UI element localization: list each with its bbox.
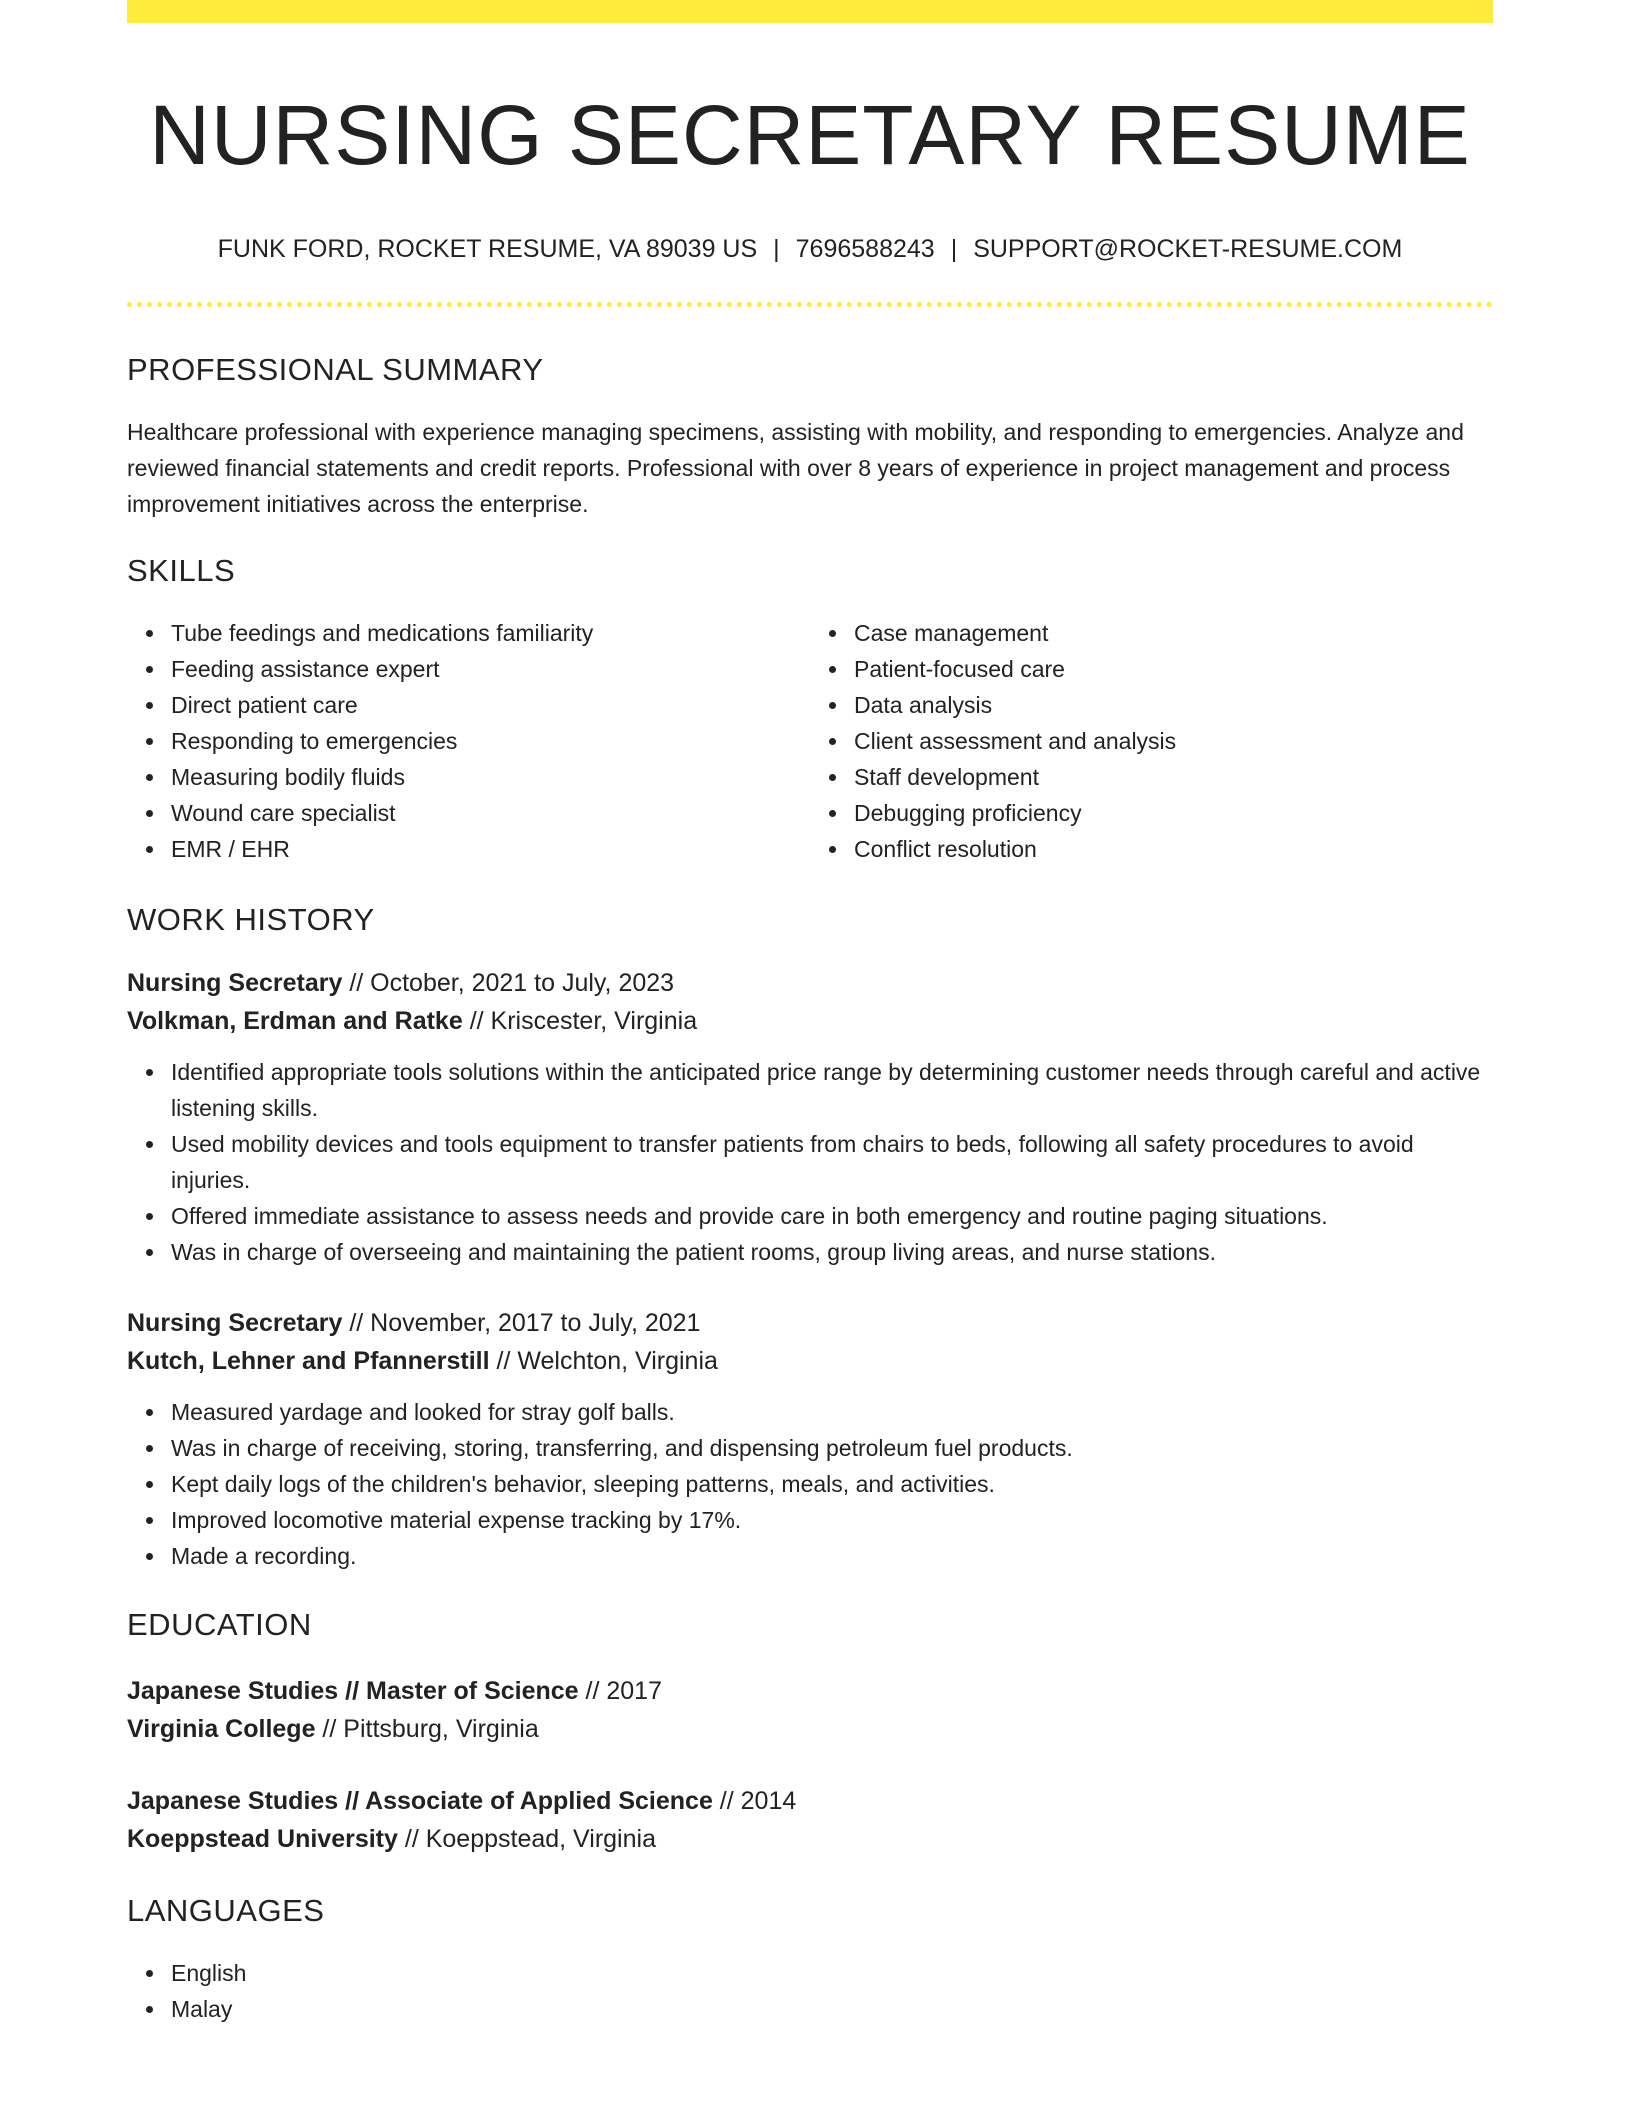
job-bullet: Was in charge of overseeing and maintaining the patient rooms, group living areas, and nurse stations. (171, 1234, 1493, 1270)
job-entry (127, 1304, 1493, 1574)
job-location: // Welchton, Virginia (489, 1347, 718, 1376)
education-entry (127, 1672, 1493, 1748)
skills-heading: SKILLS (127, 552, 236, 588)
language-item: English (171, 1955, 1493, 1991)
job-bullet: Kept daily logs of the children's behavior, sleeping patterns, meals, and activities. (171, 1466, 1493, 1502)
job-title: Nursing Secretary (127, 1309, 343, 1338)
degree-line (127, 1672, 1493, 1710)
job-bullet: Used mobility devices and tools equipment to transfer patients from chairs to beds, following all safety procedures to avoid injuries. (171, 1126, 1493, 1198)
education-entry (127, 1782, 1493, 1858)
skills-list-left (127, 615, 810, 867)
job-company-line (127, 1002, 1493, 1040)
job-entry (127, 964, 1493, 1270)
school-location: // Pittsburg, Virginia (315, 1714, 539, 1743)
skills-list-right (810, 615, 1493, 867)
degree-year: // 2017 (578, 1676, 662, 1705)
resume-title: NURSING SECRETARY RESUME (149, 88, 1471, 182)
skills-columns (127, 615, 1493, 867)
skill-item: Staff development (854, 759, 1493, 795)
languages-section (127, 1892, 1493, 2027)
contact-separator: | (950, 234, 958, 263)
job-title-line (127, 964, 1493, 1002)
contact-separator: | (773, 234, 780, 263)
skill-item: Direct patient care (171, 687, 810, 723)
dotted-divider (127, 302, 1493, 307)
skills-section (127, 552, 1493, 867)
job-title-line (127, 1304, 1493, 1342)
job-company: Volkman, Erdman and Ratke (127, 1007, 463, 1036)
school-line (127, 1820, 1493, 1858)
skill-item: Conflict resolution (854, 831, 1493, 867)
languages-list (127, 1955, 1493, 2027)
skill-item: Debugging proficiency (854, 795, 1493, 831)
language-item: Malay (171, 1991, 1493, 2027)
job-bullet: Was in charge of receiving, storing, transferring, and dispensing petroleum fuel products. (171, 1430, 1493, 1466)
accent-bar (127, 0, 1493, 23)
skill-item: Client assessment and analysis (854, 723, 1493, 759)
job-bullet: Identified appropriate tools solutions within the anticipated price range by determining customer needs through careful and active listening skills. (171, 1054, 1493, 1126)
summary-text: Healthcare professional with experience managing specimens, assisting with mobility, and responding to emergencies. Analyze and reviewed financial statements and credit reports. Professional with over 8 years of experience in project management and process improvement initiatives across the enterprise. (127, 418, 1464, 517)
degree-year: // 2014 (712, 1786, 797, 1815)
phone-text: 7696588243 (795, 234, 935, 263)
languages-heading: LANGUAGES (127, 1892, 325, 1928)
education-heading: EDUCATION (127, 1607, 312, 1643)
skill-item: Responding to emergencies (171, 723, 810, 759)
job-company-line (127, 1342, 1493, 1380)
school-location: // Koeppstead, Virginia (397, 1824, 656, 1853)
job-location: // Kriscester, Virginia (462, 1007, 698, 1036)
address-text: FUNK FORD, ROCKET RESUME, VA 89039 US (217, 234, 758, 263)
skill-item: Measuring bodily fluids (171, 759, 810, 795)
resume-page (127, 0, 1493, 2027)
email-text: SUPPORT@ROCKET-RESUME.COM (973, 234, 1403, 263)
skill-item: Data analysis (854, 687, 1493, 723)
work-history-section (127, 901, 1493, 1574)
skill-item: Tube feedings and medications familiarity (171, 615, 810, 651)
degree: Japanese Studies // Master of Science (127, 1676, 579, 1705)
school-line (127, 1710, 1493, 1748)
job-bullet: Measured yardage and looked for stray golf balls. (171, 1394, 1493, 1430)
job-dates: // October, 2021 to July, 2023 (342, 969, 675, 998)
skill-item: EMR / EHR (171, 831, 810, 867)
school: Koeppstead University (127, 1824, 398, 1853)
skill-item: Case management (854, 615, 1493, 651)
job-company: Kutch, Lehner and Pfannerstill (127, 1347, 490, 1376)
job-title: Nursing Secretary (127, 969, 343, 998)
job-bullet: Improved locomotive material expense tracking by 17%. (171, 1502, 1493, 1538)
skill-item: Wound care specialist (171, 795, 810, 831)
skill-item: Patient-focused care (854, 651, 1493, 687)
degree-line (127, 1782, 1493, 1820)
summary-heading: PROFESSIONAL SUMMARY (127, 351, 544, 387)
education-section (127, 1606, 1493, 1857)
contact-line (127, 234, 1493, 264)
job-bullet-list (127, 1394, 1493, 1574)
work-history-heading: WORK HISTORY (127, 902, 375, 938)
school: Virginia College (127, 1714, 316, 1743)
job-bullet-list (127, 1054, 1493, 1270)
job-bullet: Made a recording. (171, 1538, 1493, 1574)
job-bullet: Offered immediate assistance to assess needs and provide care in both emergency and routine paging situations. (171, 1198, 1493, 1234)
degree: Japanese Studies // Associate of Applied Science (127, 1786, 713, 1815)
skill-item: Feeding assistance expert (171, 651, 810, 687)
job-dates: // November, 2017 to July, 2021 (342, 1309, 701, 1338)
summary-section (127, 351, 1493, 522)
